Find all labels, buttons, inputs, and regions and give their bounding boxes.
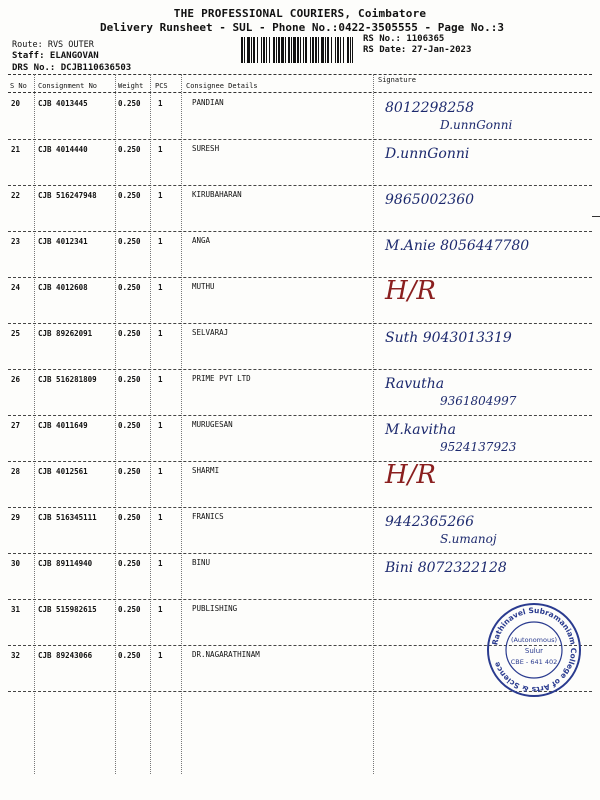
column-header-divider bbox=[8, 92, 592, 93]
row-pcs: 1 bbox=[158, 237, 163, 246]
row-pcs: 1 bbox=[158, 283, 163, 292]
row-pcs: 1 bbox=[158, 651, 163, 660]
row-consignee: MURUGESAN bbox=[192, 420, 233, 429]
row-pcs: 1 bbox=[158, 375, 163, 384]
row-signature: Ravutha bbox=[385, 376, 445, 392]
svg-text:Rathinavel Subramaniam College: Rathinavel Subramaniam College of Arts & Science bbox=[490, 605, 579, 695]
row-pcs: 1 bbox=[158, 605, 163, 614]
row-consignment-no: CJB 4011649 bbox=[38, 421, 88, 430]
row-consignee: SURESH bbox=[192, 144, 220, 153]
row-consignee: KIRUBAHARAN bbox=[192, 190, 242, 199]
row-pcs: 1 bbox=[158, 329, 163, 338]
row-pcs: 1 bbox=[158, 421, 163, 430]
table-row bbox=[0, 140, 600, 186]
row-sno: 25 bbox=[11, 329, 21, 338]
row-sno: 26 bbox=[11, 375, 21, 384]
row-consignee: FRANICS bbox=[192, 512, 224, 521]
col-signature: Signature bbox=[378, 76, 416, 84]
runsheet-title: Delivery Runsheet - SUL - Phone No.:0422-3505555 - Page No.:3 bbox=[100, 21, 504, 34]
row-signature: Suth 9043013319 bbox=[385, 330, 512, 346]
row-consignee: PUBLISHING bbox=[192, 604, 238, 613]
row-signature: M.kavitha bbox=[385, 422, 456, 438]
row-signature: H/R bbox=[385, 460, 437, 490]
row-sno: 31 bbox=[11, 605, 21, 614]
row-pcs: 1 bbox=[158, 513, 163, 522]
row-weight: 0.250 bbox=[118, 283, 141, 292]
row-weight: 0.250 bbox=[118, 99, 141, 108]
row-signature: 9865002360 bbox=[385, 192, 475, 208]
row-consignment-no: CJB 4012608 bbox=[38, 283, 88, 292]
table-row bbox=[0, 324, 600, 370]
col-consignment: Consignment No bbox=[38, 82, 98, 90]
row-consignment-no: CJB 4012341 bbox=[38, 237, 88, 246]
row-signature-extra: 9524137923 bbox=[440, 440, 517, 454]
table-row bbox=[0, 462, 600, 508]
row-signature: 8012298258 bbox=[385, 100, 475, 116]
row-signature: 9442365266 bbox=[385, 514, 475, 530]
row-pcs: 1 bbox=[158, 191, 163, 200]
barcode-graphic bbox=[241, 37, 353, 63]
row-consignment-no: CJB 515982615 bbox=[38, 605, 97, 614]
row-weight: 0.250 bbox=[118, 329, 141, 338]
row-signature-extra: S.umanoj bbox=[440, 532, 497, 546]
table-row bbox=[0, 508, 600, 554]
table-row bbox=[0, 370, 600, 416]
row-sno: 30 bbox=[11, 559, 21, 568]
row-consignee: BINU bbox=[192, 558, 211, 567]
row-signature: M.Anie 8056447780 bbox=[385, 238, 530, 254]
row-pcs: 1 bbox=[158, 467, 163, 476]
college-seal bbox=[472, 600, 596, 700]
svg-text:Sulur: Sulur bbox=[524, 647, 544, 655]
company-title: THE PROFESSIONAL COURIERS, Coimbatore bbox=[173, 7, 427, 20]
svg-text:(Autonomous): (Autonomous) bbox=[510, 636, 558, 644]
row-consignment-no: CJB 516247948 bbox=[38, 191, 97, 200]
col-sno: S No bbox=[10, 82, 27, 90]
row-sno: 21 bbox=[11, 145, 21, 154]
row-weight: 0.250 bbox=[118, 237, 141, 246]
drs-number: DRS No.: DCJB110636503 bbox=[12, 63, 132, 73]
row-consignment-no: CJB 4012561 bbox=[38, 467, 88, 476]
row-weight: 0.250 bbox=[118, 421, 141, 430]
row-weight: 0.250 bbox=[118, 605, 141, 614]
row-consignee: ANGA bbox=[192, 236, 211, 245]
col-weight: Weight bbox=[118, 82, 144, 90]
route-label: Route: RVS OUTER bbox=[12, 40, 94, 50]
row-consignee: DR.NAGARATHINAM bbox=[192, 650, 260, 659]
table-row bbox=[0, 278, 600, 324]
table-row bbox=[0, 554, 600, 600]
row-sno: 32 bbox=[11, 651, 21, 660]
svg-text:CBE - 641 402: CBE - 641 402 bbox=[510, 658, 558, 666]
margin-tick bbox=[592, 216, 600, 217]
row-signature-extra: 9361804997 bbox=[440, 394, 517, 408]
row-sno: 27 bbox=[11, 421, 21, 430]
row-sno: 24 bbox=[11, 283, 21, 292]
row-weight: 0.250 bbox=[118, 191, 141, 200]
staff-label: Staff: ELANGOVAN bbox=[12, 51, 99, 61]
row-weight: 0.250 bbox=[118, 375, 141, 384]
row-weight: 0.250 bbox=[118, 513, 141, 522]
row-consignment-no: CJB 516281809 bbox=[38, 375, 97, 384]
col-consignee: Consignee Details bbox=[186, 82, 258, 90]
row-consignment-no: CJB 89243066 bbox=[38, 651, 93, 660]
rs-date: RS Date: 27-Jan-2023 bbox=[363, 45, 472, 55]
rs-number: RS No.: 1106365 bbox=[363, 34, 445, 44]
row-consignee: MUTHU bbox=[192, 282, 215, 291]
table-row bbox=[0, 186, 600, 232]
row-consignment-no: CJB 516345111 bbox=[38, 513, 97, 522]
row-pcs: 1 bbox=[158, 559, 163, 568]
row-weight: 0.250 bbox=[118, 559, 141, 568]
table-row bbox=[0, 232, 600, 278]
row-consignee: SELVARAJ bbox=[192, 328, 229, 337]
row-sno: 29 bbox=[11, 513, 21, 522]
row-sno: 28 bbox=[11, 467, 21, 476]
table-row bbox=[0, 94, 600, 140]
row-signature: H/R bbox=[385, 276, 437, 306]
row-weight: 0.250 bbox=[118, 145, 141, 154]
row-sno: 22 bbox=[11, 191, 21, 200]
row-consignee: PANDIAN bbox=[192, 98, 224, 107]
row-sno: 20 bbox=[11, 99, 21, 108]
row-weight: 0.250 bbox=[118, 467, 141, 476]
col-pcs: PCS bbox=[155, 82, 168, 90]
row-consignment-no: CJB 89262091 bbox=[38, 329, 93, 338]
row-signature-extra: D.unnGonni bbox=[440, 118, 513, 132]
table-row bbox=[0, 416, 600, 462]
header-divider bbox=[8, 74, 592, 75]
row-consignment-no: CJB 4014440 bbox=[38, 145, 88, 154]
row-consignee: PRIME PVT LTD bbox=[192, 374, 251, 383]
row-sno: 23 bbox=[11, 237, 21, 246]
row-pcs: 1 bbox=[158, 99, 163, 108]
row-pcs: 1 bbox=[158, 145, 163, 154]
row-consignment-no: CJB 4013445 bbox=[38, 99, 88, 108]
row-signature: Bini 8072322128 bbox=[385, 560, 507, 576]
row-consignee: SHARMI bbox=[192, 466, 220, 475]
row-weight: 0.250 bbox=[118, 651, 141, 660]
row-signature: D.unnGonni bbox=[385, 146, 470, 162]
row-consignment-no: CJB 89114940 bbox=[38, 559, 93, 568]
